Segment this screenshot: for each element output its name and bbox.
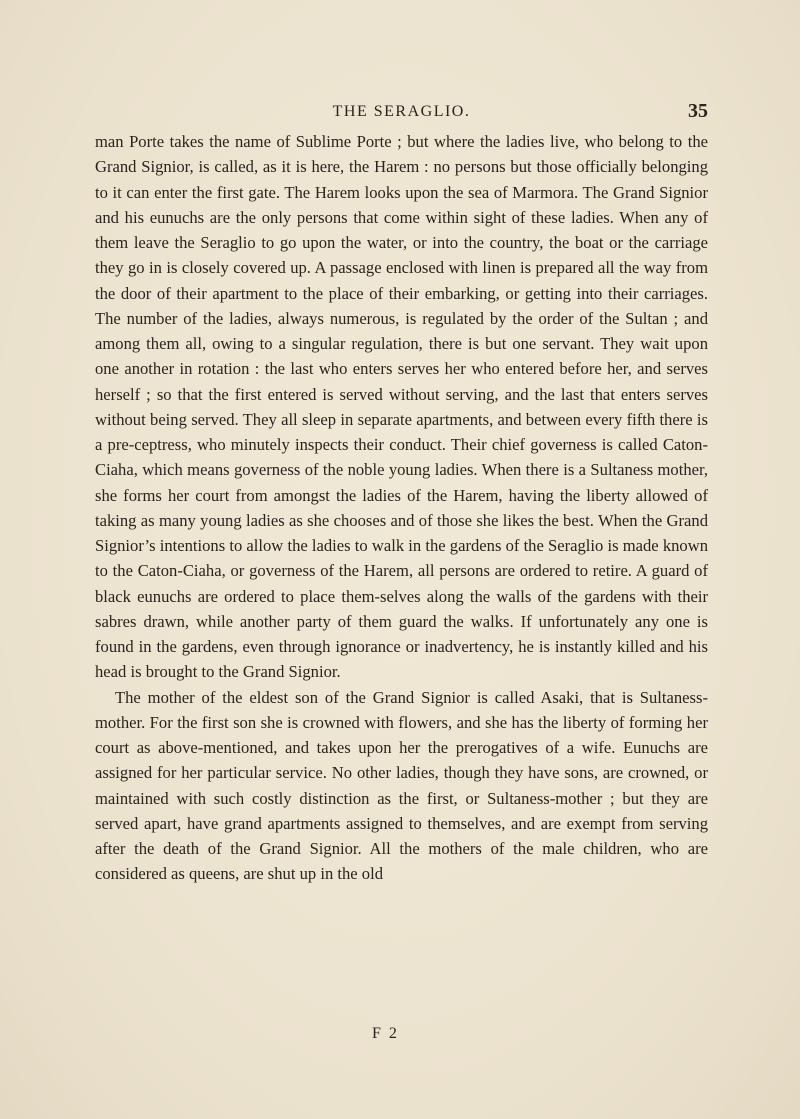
page-number: 35 — [688, 100, 708, 122]
page-header — [95, 100, 708, 124]
body-text — [95, 129, 708, 887]
paragraph: The mother of the eldest son of the Grand Signior is called Asaki, that is Sultaness-mother. For the first son she is crowned with flowers, and she has the liberty of forming her court as above-mentioned, and takes upon her the prerogatives of a wife. Eunuchs are assigned for her particular service. No other ladies, though they have sons, are crowned, or maintained with such costly distinction as the first, or Sultaness-mother ; but they are served apart, have grand apartments assigned to themselves, and are exempt from serving after the death of the Grand Signior. All the mothers of the male children, who are considered as queens, are shut up in the old — [95, 687, 708, 884]
paragraph: man Porte takes the name of Sublime Porte ; but where the ladies live, who belong to the Grand Signior, is called, as it is here, the Harem : no persons but those officially belonging to it can enter the first gate. The Harem looks upon the sea of Marmora. The Grand Signior and his eunuchs are the only persons that come within sight of these ladies. When any of them leave the Seraglio to go upon the water, or into the country, the boat or the carriage they go in is closely covered up. A passage enclosed with linen is prepared all the way from the door of their apartment to the place of their embarking, or getting into their carriages. The number of the ladies, always numerous, is regulated by the order of the Sultan ; and among them all, owing to a singular regulation, there is but one servant. They wait upon one another in rotation : the last who enters serves her who entered before her, and serves herself ; so that the first entered is served without serving, and the last that enters serves without being served. They all sleep in separate apartments, and between every fifth there is a pre-ceptress, who minutely inspects their conduct. Their chief governess is called Caton-Ciaha, which means governess of the noble young ladies. When there is a Sultaness mother, she forms her court from amongst the ladies of the Harem, having the liberty allowed of taking as many young ladies as she chooses and of those she likes the best. When the Grand Signior’s intentions to allow the ladies to walk in the gardens of the Seraglio is made known to the Caton-Ciaha, or governess of the Harem, all persons are ordered to retire. A guard of black eunuchs are ordered to place them-selves along the walls of the gardens with their sabres drawn, while another party of them guard the walks. If unfortunately any one is found in the gardens, even through ignorance or inadvertency, he is instantly killed and his head is brought to the Grand Signior. — [95, 132, 708, 682]
running-title: THE SERAGLIO. — [332, 103, 471, 120]
signature-mark: F 2 — [372, 1025, 399, 1042]
